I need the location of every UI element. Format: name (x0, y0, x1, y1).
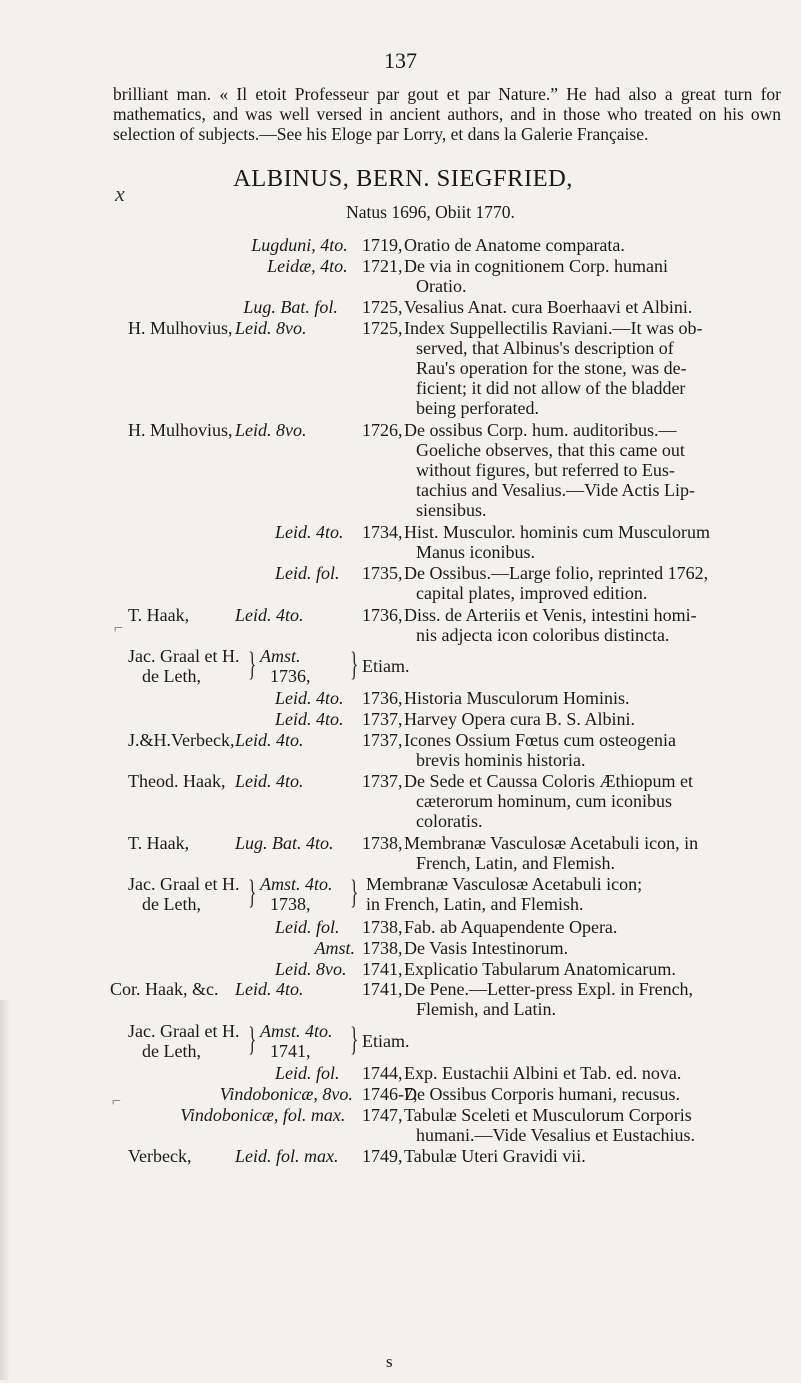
place-name: Amst. (260, 645, 301, 666)
brace-symbol: } (248, 874, 257, 912)
work-title-line: being perforated. (416, 398, 539, 418)
work-title-line: ficient; it did not allow of the bladder (416, 378, 686, 398)
publisher-name: T. Haak, (128, 604, 190, 625)
publication-place: Leid. 4to. (275, 688, 344, 709)
publication-place: Lugduni, 4to. (251, 235, 348, 255)
publisher-name: H. Mulhovius, (128, 420, 233, 441)
work-title-line: Historia Musculorum Hominis. (404, 688, 630, 709)
publication-place: Leid. fol. (275, 916, 340, 937)
work-title (404, 256, 782, 296)
publication-year: 1738, (362, 937, 403, 958)
publication-year: 1744, (362, 1063, 403, 1084)
work-title-line: Fab. ab Aquapendente Opera. (404, 916, 618, 937)
work-title-line: Explicatio Tabularum Anatomicarum. (404, 958, 676, 979)
publication-year: 1726, (362, 420, 403, 441)
publication-place: Leid. 8vo. (235, 420, 307, 441)
publisher-names (128, 874, 239, 914)
place-name: Amst. 4to. (260, 874, 333, 895)
work-title-line: Goeliche observes, that this came out (416, 440, 685, 461)
work-title (404, 420, 782, 520)
publication-place: Leid. 8vo. (235, 318, 307, 338)
work-title (404, 1146, 782, 1166)
work-title (404, 297, 782, 317)
work-title (404, 979, 782, 1019)
work-title (404, 1084, 782, 1104)
work-title-line: De Vasis Intestinorum. (404, 937, 569, 958)
margin-mark: x (115, 181, 125, 206)
brace-symbol: } (350, 645, 359, 683)
brace-symbol: } (350, 874, 359, 912)
publication-year: 1737, (362, 730, 403, 751)
publisher-name: H. Mulhovius, (128, 318, 233, 338)
intro-paragraph: brilliant man. « Il etoit Professeur par gout et par Nature.” He had also a great turn for mathematics, and was well versed in ancient authors, and in those who treated on his own selection of subjects.—See his Eloge par Lorry, et dans la Galerie Française. (113, 84, 781, 144)
publisher-name: Jac. Graal et H. (128, 1020, 240, 1041)
work-title (404, 563, 782, 603)
page-number: 137 (384, 48, 417, 73)
work-title-line: Tabulæ Sceleti et Musculorum Corporis (404, 1105, 692, 1125)
publication-place (260, 646, 311, 686)
publication-place: Vindobonicæ, 8vo. (219, 1084, 353, 1105)
work-title (366, 874, 642, 914)
publication-year: 1719, (362, 235, 403, 255)
publication-place (260, 874, 333, 914)
publication-year: 1734, (362, 522, 403, 543)
signature-mark: s (386, 1352, 393, 1371)
publication-year: 1736, (362, 688, 403, 709)
publisher-name: de Leth, (142, 894, 201, 915)
work-title-line: brevis hominis historia. (416, 750, 586, 771)
publication-place: Leid. fol. (275, 563, 340, 584)
work-title (404, 771, 782, 831)
publisher-name: Jac. Graal et H. (128, 645, 240, 666)
publisher-name: Theod. Haak, (128, 771, 226, 792)
work-title: Etiam. (362, 655, 410, 676)
publication-place: Lug. Bat. 4to. (235, 832, 334, 853)
work-title (404, 318, 782, 418)
work-title (404, 688, 782, 708)
publisher-name: Jac. Graal et H. (128, 874, 240, 895)
publication-place: Lug. Bat. fol. (243, 297, 338, 318)
publication-place: Leid. 4to. (275, 709, 344, 730)
work-title-line: served, that Albinus's description of (416, 338, 674, 358)
publication-year: 1736, (270, 665, 311, 686)
work-title (404, 605, 782, 645)
work-title-line: De via in cognitionem Corp. humani (404, 255, 668, 276)
work-title-line: De Pene.—Letter-press Expl. in French, (404, 979, 694, 1000)
work-title-line: Membranæ Vasculosæ Acetabuli icon, in (404, 832, 699, 853)
publication-year: 1735, (362, 563, 403, 584)
publication-year: 1737, (362, 771, 403, 792)
work-title-line: without figures, but referred to Eus- (416, 460, 675, 481)
work-title-line: De ossibus Corp. hum. auditoribus.— (404, 420, 677, 441)
work-title (404, 1063, 782, 1083)
work-title-line: Vesalius Anat. cura Boerhaavi et Albini. (404, 297, 693, 318)
work-title-line: tachius and Vesalius.—Vide Actis Lip- (416, 480, 696, 501)
publisher-name: de Leth, (142, 665, 201, 686)
work-title-line: Flemish, and Latin. (416, 999, 556, 1020)
publication-year: 1737, (362, 709, 403, 730)
brace-symbol: } (248, 645, 257, 683)
birth-death-line: Natus 1696, Obiit 1770. (346, 202, 515, 222)
work-title-line: De Ossibus Corporis humani, recusus. (404, 1084, 680, 1105)
work-title (404, 235, 782, 255)
margin-tick: ⌐ (114, 620, 124, 637)
work-title-line: De Sede et Caussa Coloris Æthiopum et (404, 771, 693, 792)
work-title (404, 938, 782, 958)
work-title-line: Icones Ossium Fœtus cum osteogenia (404, 730, 676, 751)
publication-place (260, 1021, 333, 1061)
entry-heading: ALBINUS, BERN. SIEGFRIED, (233, 165, 573, 192)
brace-symbol: } (350, 1020, 359, 1058)
publication-place: Leid. 4to. (235, 730, 304, 751)
publication-place: Leid. fol. max. (235, 1146, 339, 1167)
publication-place: Vindobonicæ, fol. max. (180, 1105, 346, 1125)
publication-place: Leid. 4to. (275, 522, 344, 543)
publisher-name: T. Haak, (128, 832, 190, 853)
margin-tick: ⌐ (112, 1093, 122, 1110)
work-title-line: Diss. de Arteriis et Venis, intestini homi- (404, 604, 697, 625)
work-title-line: Hist. Musculor. hominis cum Musculorum (404, 522, 710, 543)
work-title (404, 730, 782, 770)
publisher-names (128, 646, 239, 686)
publication-year: 1741, (270, 1040, 311, 1061)
publisher-name: J.&H.Verbeck, (128, 730, 235, 751)
publication-year: 1741, (362, 958, 403, 979)
work-title-line: Index Suppellectilis Raviani.—It was ob- (404, 318, 703, 338)
publisher-names (128, 1021, 239, 1061)
publication-year: 1738, (362, 916, 403, 937)
work-title (404, 522, 782, 562)
publication-year: 1725, (362, 297, 403, 318)
publication-place: Leidæ, 4to. (267, 255, 348, 276)
publisher-name: Cor. Haak, &c. (110, 979, 219, 1000)
publisher-name: de Leth, (142, 1040, 201, 1061)
work-title-line: nis adjecta icon coloribus distincta. (416, 624, 670, 645)
work-title-line: in French, Latin, and Flemish. (366, 894, 584, 915)
page-edge-shadow (0, 1000, 10, 1380)
publication-year: 1749, (362, 1146, 403, 1167)
work-title-line: Harvey Opera cura B. S. Albini. (404, 709, 635, 730)
work-title-line: siensibus. (416, 500, 487, 521)
work-title-line: coloratis. (416, 811, 483, 832)
publication-year: 1721, (362, 255, 403, 276)
work-title-line: cæterorum hominum, cum iconibus (416, 791, 672, 812)
publication-year: 1725, (362, 318, 403, 338)
work-title-line: Rau's operation for the stone, was de- (416, 358, 687, 378)
publication-year: 1741, (362, 979, 403, 1000)
publication-year: 1746-7, (362, 1084, 418, 1105)
brace-symbol: } (248, 1020, 257, 1058)
work-title-line: French, Latin, and Flemish. (416, 852, 615, 873)
work-title (404, 917, 782, 937)
publication-place: Leid. 4to. (235, 979, 304, 1000)
work-title-line: Tabulæ Uteri Gravidi vii. (404, 1146, 586, 1167)
work-title: Etiam. (362, 1030, 410, 1051)
publication-year: 1747, (362, 1105, 403, 1125)
work-title (404, 1105, 782, 1145)
work-title-line: capital plates, improved edition. (416, 583, 648, 604)
publisher-name: Verbeck, (128, 1146, 192, 1167)
publication-place: Leid. 8vo. (275, 958, 347, 979)
publication-place: Amst. (314, 937, 355, 958)
work-title (404, 959, 782, 979)
publication-place: Leid. fol. (275, 1063, 340, 1084)
work-title-line: Exp. Eustachii Albini et Tab. ed. nova. (404, 1063, 682, 1084)
publication-year: 1738, (362, 832, 403, 853)
place-name: Amst. 4to. (260, 1020, 333, 1041)
work-title-line: humani.—Vide Vesalius et Eustachius. (416, 1125, 696, 1145)
work-title-line: Oratio. (416, 275, 467, 296)
publication-year: 1736, (362, 604, 403, 625)
work-title (404, 709, 782, 729)
work-title-line: De Ossibus.—Large folio, reprinted 1762, (404, 563, 709, 584)
publication-place: Leid. 4to. (235, 771, 304, 792)
publication-place: Leid. 4to. (235, 604, 304, 625)
work-title-line: Oratio de Anatome comparata. (404, 235, 625, 255)
publication-year: 1738, (270, 894, 311, 915)
work-title-line: Manus iconibus. (416, 542, 535, 563)
work-title (404, 833, 782, 873)
work-title-line: Membranæ Vasculosæ Acetabuli icon; (366, 874, 643, 895)
